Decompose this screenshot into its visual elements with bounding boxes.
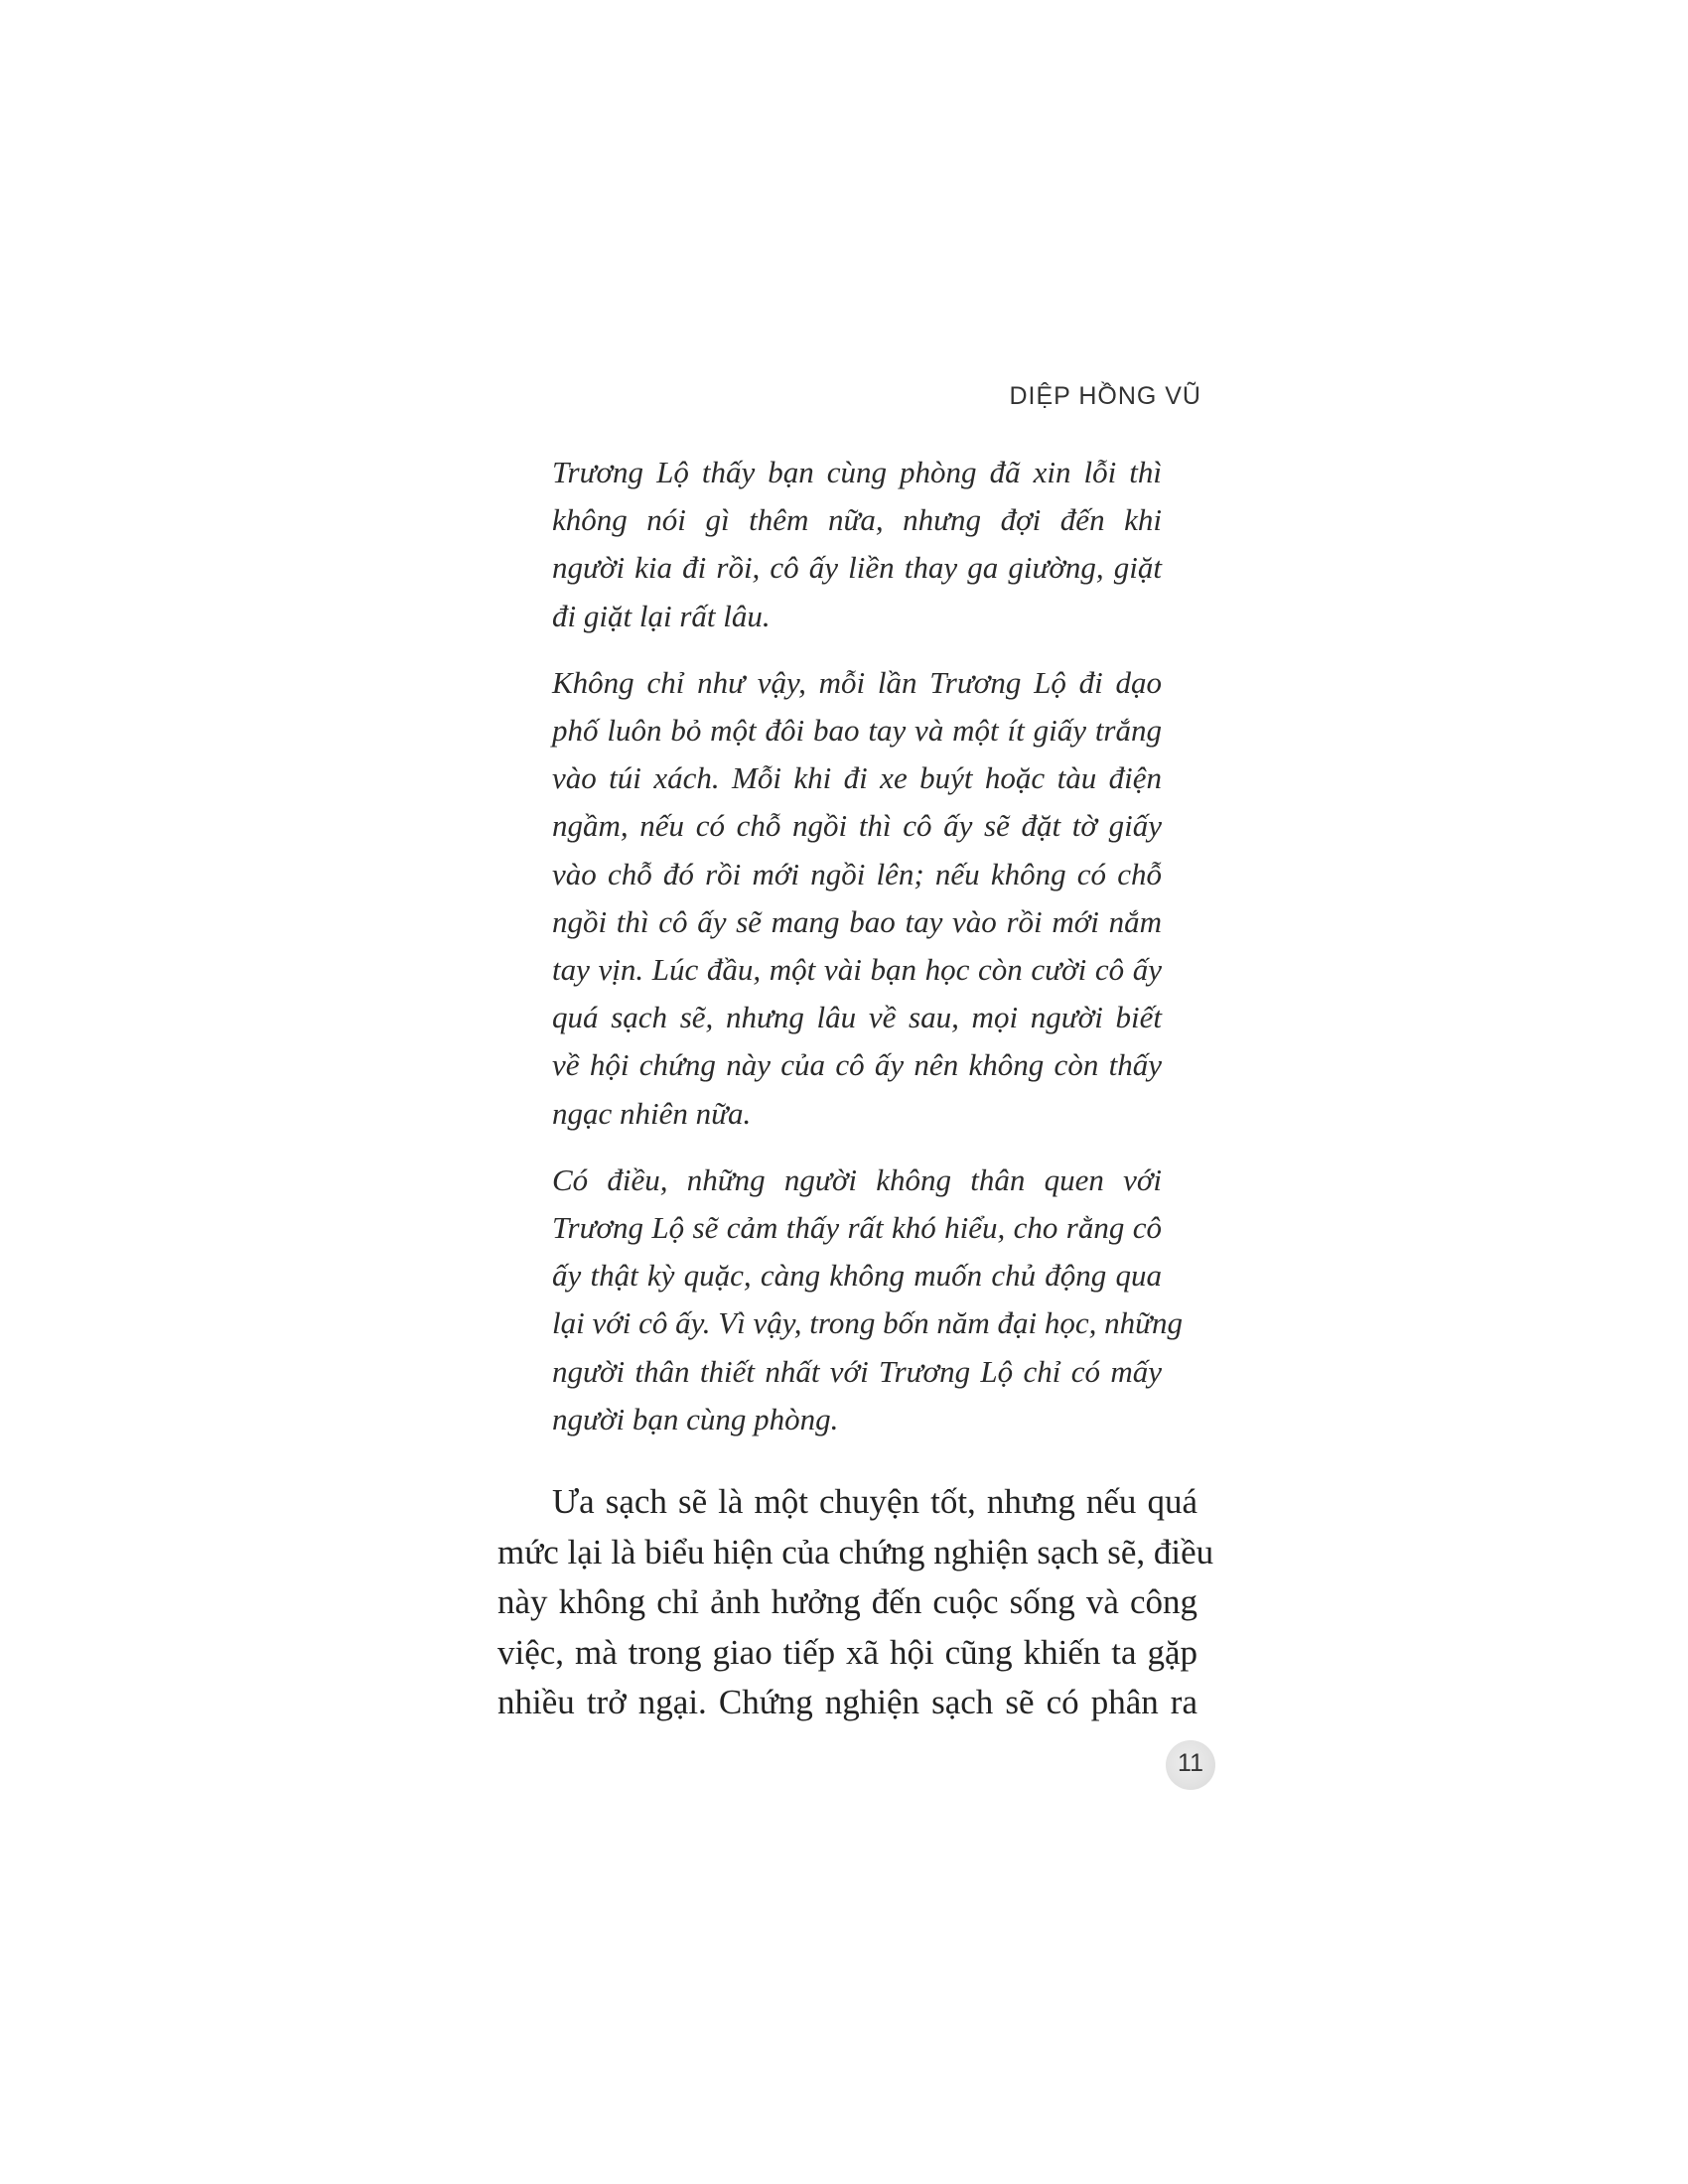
text-line: người bạn cùng phòng. xyxy=(552,1401,839,1436)
text-line: Có điều, những người không thân quen với xyxy=(552,1161,1162,1197)
quote-paragraph-1 xyxy=(552,449,1162,640)
quote-paragraph-2 xyxy=(552,659,1162,1138)
text-line: ngạc nhiên nữa. xyxy=(552,1095,752,1131)
text-line: Ưa sạch sẽ là một chuyện tốt, nhưng nếu quá xyxy=(552,1482,1197,1521)
text-line: ngầm, nếu có chỗ ngồi thì cô ấy sẽ đặt tờ giấy xyxy=(552,808,1162,844)
text-line: Trương Lộ thấy bạn cùng phòng đã xin lỗi thì xyxy=(552,455,1162,489)
page-number: 11 xyxy=(1178,1749,1203,1777)
running-header: DIỆP HỒNG VŨ xyxy=(1009,382,1201,410)
text-line: tay vịn. Lúc đầu, một vài bạn học còn cười cô ấy xyxy=(552,952,1162,988)
text-line: ấy thật kỳ quặc, càng không muốn chủ động qua xyxy=(552,1258,1162,1294)
text-line: lại với cô ấy. Vì vậy, trong bốn năm đại học, những xyxy=(552,1305,1184,1341)
quoted-story xyxy=(552,449,1184,1462)
text-line: phố luôn bỏ một đôi bao tay và một ít giấy trắng xyxy=(552,713,1162,749)
quote-paragraph-3 xyxy=(552,1157,1184,1443)
text-line: đi giặt lại rất lâu. xyxy=(552,598,771,633)
text-line: Không chỉ như vậy, mỗi lần Trương Lộ đi dạo xyxy=(552,664,1162,700)
text-line: vào túi xách. Mỗi khi đi xe buýt hoặc tàu điện xyxy=(552,760,1162,796)
text-line: vào chỗ đó rồi mới ngồi lên; nếu không có chỗ xyxy=(552,856,1162,891)
body-paragraph xyxy=(497,1477,1214,1728)
text-line: Trương Lộ sẽ cảm thấy rất khó hiểu, cho rằng cô xyxy=(552,1210,1162,1246)
text-line: không nói gì thêm nữa, nhưng đợi đến khi xyxy=(552,502,1162,538)
text-line: ngồi thì cô ấy sẽ mang bao tay vào rồi mới nắm xyxy=(552,903,1162,939)
text-line: về hội chứng này của cô ấy nên không còn thấy xyxy=(552,1047,1162,1083)
text-line: quá sạch sẽ, nhưng lâu về sau, mọi người biết xyxy=(552,1000,1162,1035)
text-line: mức lại là biểu hiện của chứng nghiện sạch sẽ, điều xyxy=(497,1532,1214,1571)
text-line: người kia đi rồi, cô ấy liền thay ga giường, giặt xyxy=(552,550,1162,586)
text-line: nhiều trở ngại. Chứng nghiện sạch sẽ có phân ra xyxy=(497,1683,1197,1721)
text-line: người thân thiết nhất với Trương Lộ chỉ có mấy xyxy=(552,1353,1162,1389)
text-line: việc, mà trong giao tiếp xã hội cũng khiến ta gặp xyxy=(497,1632,1197,1672)
text-line: này không chỉ ảnh hưởng đến cuộc sống và công xyxy=(497,1582,1197,1621)
